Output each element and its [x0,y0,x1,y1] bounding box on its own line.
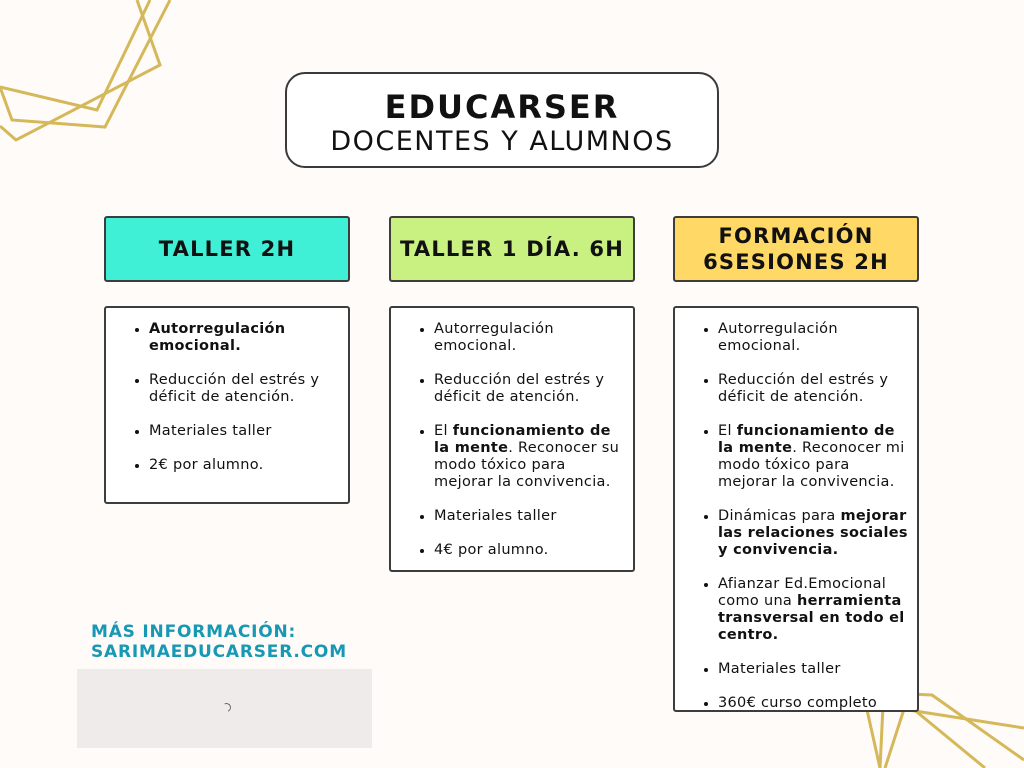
list-item-bold-text: mejorar las relaciones sociales y convivencia. [718,508,908,558]
list-item [149,457,342,474]
list-item-text: Afianzar Ed.Emocional como una [718,576,887,609]
list-item-bold-text: Autorregulación emocional. [149,321,286,354]
list-item [718,321,911,355]
list-item-text: Reducción del estrés y déficit de atención. [434,372,605,405]
title-box [285,72,719,168]
card-body-taller-1-dia [389,306,635,572]
list-item [718,372,911,406]
list-item-bold-text: funcionamiento de la mente [718,423,895,456]
list-item [718,695,911,712]
card-header-label-line1: FORMACIÓN [718,224,874,248]
list-item [149,321,342,355]
card-header-label: TALLER 2H [158,237,296,261]
list-item-text: Materiales taller [149,423,272,439]
list-item-text: Reducción del estrés y déficit de atención. [718,372,889,405]
list-item-text: El [434,423,453,439]
list-item-bold-text: herramienta transversal en todo el centro. [718,593,905,643]
feature-list [391,308,633,559]
more-info-block [91,622,347,662]
page-subtitle: DOCENTES Y ALUMNOS [330,126,674,157]
list-item [718,576,911,644]
list-item [434,321,627,355]
card-header-taller-2h [104,216,350,282]
list-item-text: 4€ por alumno. [434,542,549,558]
card-header-label-line2: 6SESIONES 2H [703,250,889,274]
list-item-text: Autorregulación emocional. [434,321,554,354]
list-item [718,423,911,491]
list-item-text: Autorregulación emocional. [718,321,838,354]
loading-spinner-icon [221,702,233,714]
page-title: EDUCARSER [384,88,620,126]
card-header-taller-1-dia [389,216,635,282]
list-item-bold-text: funcionamiento de la mente [434,423,611,456]
list-item-text: . Reconocer mi modo tóxico para mejorar la convivencia. [718,440,905,490]
list-item-text: El [718,423,737,439]
list-item-text: Dinámicas para [718,508,841,524]
list-item-text: 2€ por alumno. [149,457,264,473]
feature-list [106,308,348,474]
list-item [434,542,627,559]
list-item [718,661,911,678]
feature-list [675,308,917,712]
card-header-label: TALLER 1 DÍA. 6H [399,237,625,261]
website-link[interactable]: SARIMAEDUCARSER.COM [91,642,347,662]
list-item [149,423,342,440]
list-item-text: Materiales taller [718,661,841,677]
list-item [434,423,627,491]
card-body-taller-2h [104,306,350,504]
list-item-text: . Reconocer su modo tóxico para mejorar la convivencia. [434,440,620,490]
list-item-text: 360€ curso completo [718,695,878,711]
card-body-formacion [673,306,919,712]
list-item [434,508,627,525]
list-item [149,372,342,406]
list-item-text: Reducción del estrés y déficit de atención. [149,372,320,405]
list-item [434,372,627,406]
more-info-label: MÁS INFORMACIÓN: [91,622,297,642]
card-header-formacion [673,216,919,282]
embedded-content-placeholder [77,669,372,748]
list-item [718,508,911,559]
list-item-text: Materiales taller [434,508,557,524]
